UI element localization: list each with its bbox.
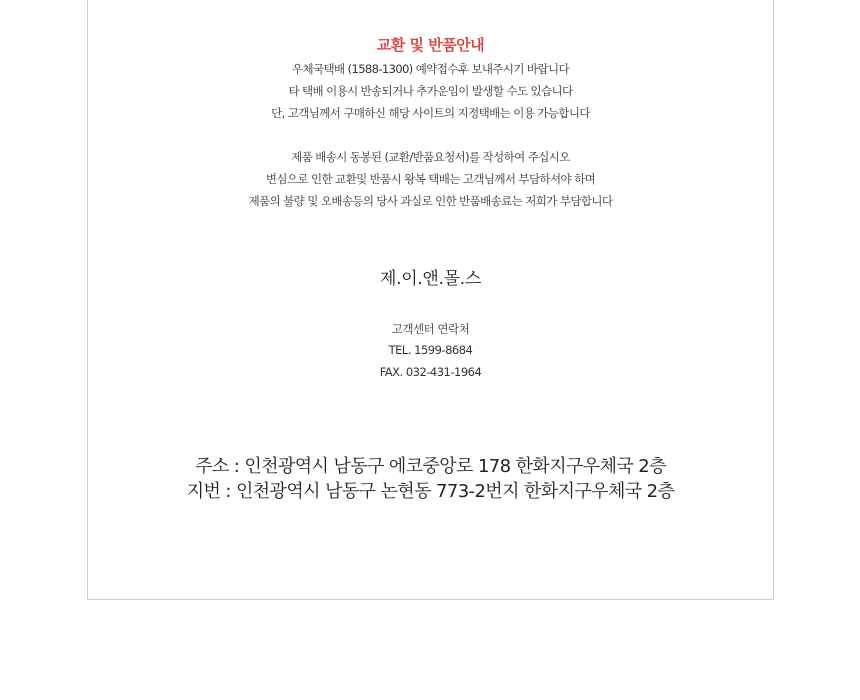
notice-line: 제품의 불량 및 오배송등의 당사 과실로 인한 반품배송료는 저희가 부담합니다 xyxy=(248,194,613,208)
notice-line: 우체국택배 (1588-1300) 예약접수후 보내주시기 바랍니다 xyxy=(292,62,569,76)
notice-line: 변심으로 인한 교환및 반품시 왕복 택배는 고객님께서 부담하셔야 하며 xyxy=(265,172,596,186)
contact-fax: FAX. 032-431-1964 xyxy=(379,365,482,379)
contact-tel: TEL. 1599-8684 xyxy=(388,343,473,357)
company-name: 제.이.앤.몰.스 xyxy=(379,269,482,289)
road-address: 주소 : 인천광역시 남동구 에코중앙로 178 한화지구우체국 2층 xyxy=(195,456,666,477)
notice-title: 교환 및 반품안내 xyxy=(376,36,485,54)
contact-label: 고객센터 연락처 xyxy=(391,322,470,336)
notice-line: 단, 고객님께서 구매하신 해당 사이트의 지정택배는 이용 가능합니다 xyxy=(271,106,590,120)
notice-line: 타 택배 이용시 반송되거나 추가운임이 발생할 수도 있습니다 xyxy=(288,84,573,98)
return-policy-panel xyxy=(87,0,774,600)
notice-line: 제품 배송시 동봉된 (교환/반품요청서)를 작성하여 주십시오 xyxy=(291,150,570,164)
lot-address: 지번 : 인천광역시 남동구 논현동 773-2번지 한화지구우체국 2층 xyxy=(186,481,675,502)
